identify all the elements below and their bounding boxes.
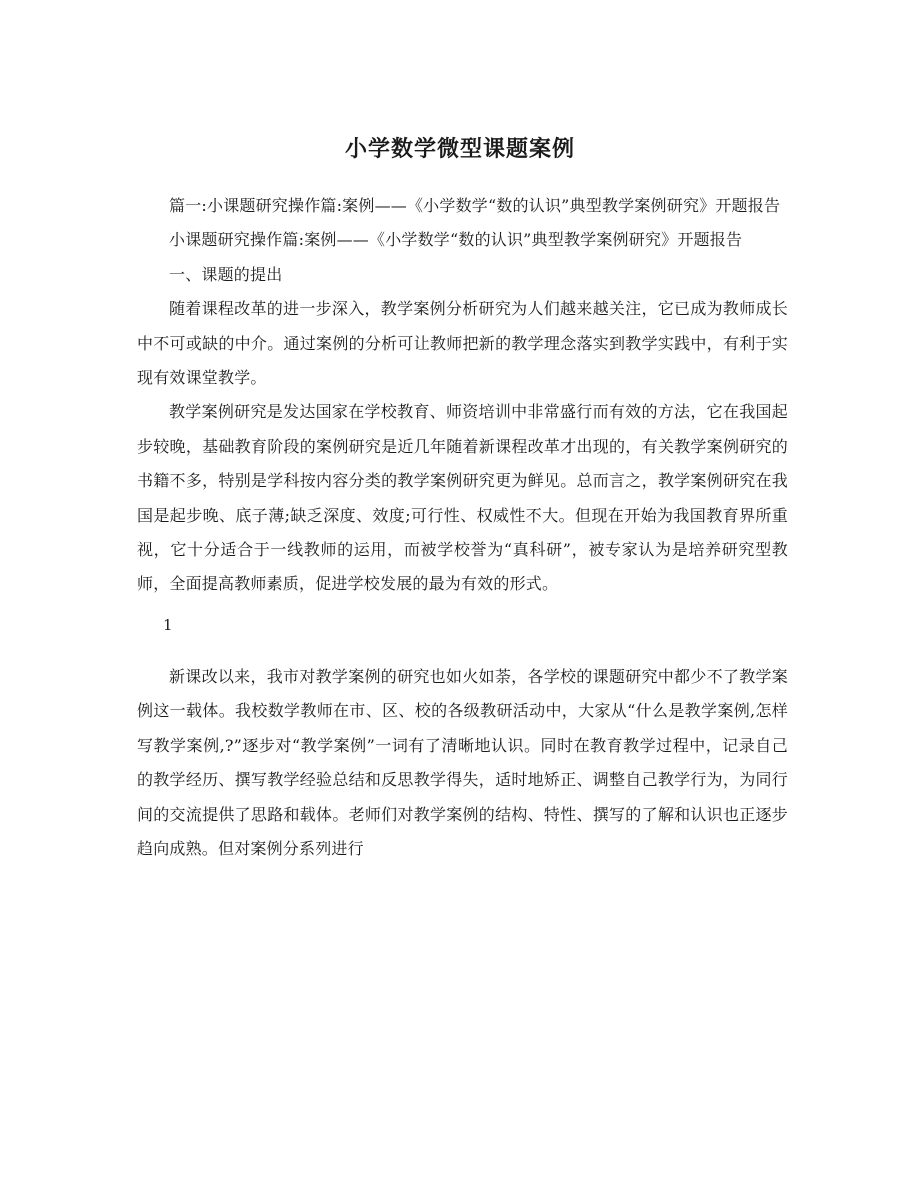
paragraph-background: 随着课程改革的进一步深入，教学案例分析研究为人们越来越关注，它已成为教师成长中不可或缺的中介。通过案例的分析可让教师把新的教学理念落实到教学实践中，有利于实现有效课堂教学。: [137, 299, 788, 388]
paragraph-local-practice: 新课改以来，我市对教学案例的研究也如火如荼，各学校的课题研究中都少不了教学案例这一载体。我校数学教师在市、区、校的各级教研活动中，大家从“什么是教学案例,怎样写教学案例,?”逐步对“教学案例”一词有了清晰地认识。同时在教育教学过程中，记录自己的教学经历、撰写教学经验总结和反思教学得失，适时地矫正、调整自己教学行为，为同行间的交流提供了思路和载体。老师们对教学案例的结构、特性、撰写的了解和认识也正逐步趋向成熟。但对案例分系列进行: [137, 666, 788, 858]
paragraph-part-one-heading: 篇一:小课题研究操作篇:案例——《小学数学“数的认识”典型教学案例研究》开题报告: [169, 196, 781, 215]
section-heading-topic-origin: 一、课题的提出: [169, 264, 283, 284]
document-body: [137, 189, 788, 866]
paragraph-case-study-status: 教学案例研究是发达国家在学校教育、师资培训中非常盛行而有效的方法，它在我国起步较晚，基础教育阶段的案例研究是近几年随着新课程改革才出现的，有关教学案例研究的书籍不多，特别是学科按内容分类的教学案例研究更为鲜见。总而言之，教学案例研究在我国是起步晚、底子薄;缺乏深度、效度;可行性、权威性不大。但现在开始为我国教育界所重视，它十分适合于一线教师的运用，而被学校誉为“真科研”，被专家认为是培养研究型教师，全面提高教师素质，促进学校发展的最为有效的形式。: [137, 402, 788, 594]
page-number: 1: [163, 615, 173, 634]
document-title: 小学数学微型课题案例: [344, 136, 575, 162]
paragraph-report-title: 小课题研究操作篇:案例——《小学数学“数的认识”典型教学案例研究》开题报告: [169, 230, 743, 250]
